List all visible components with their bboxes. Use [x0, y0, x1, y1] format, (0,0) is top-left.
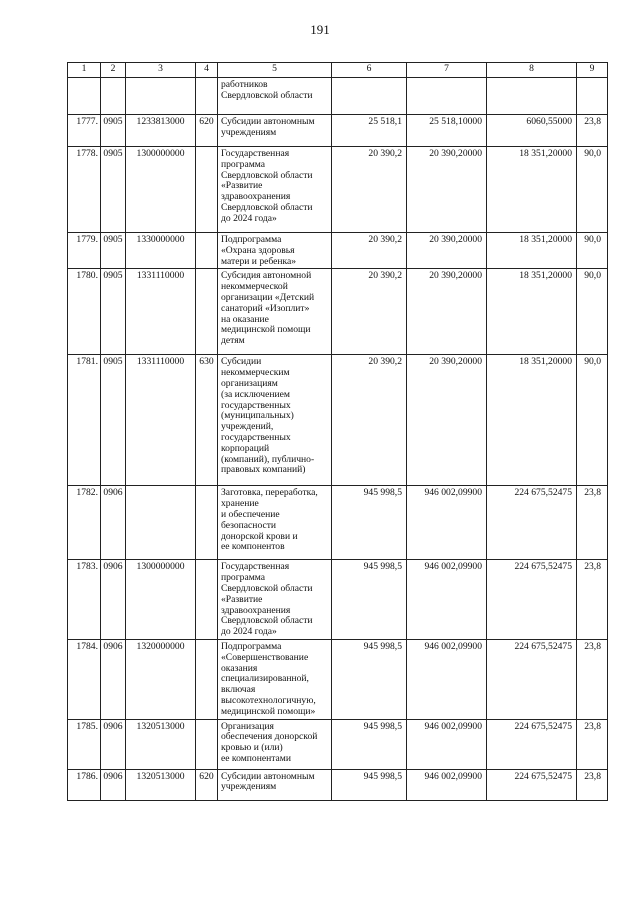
section-code: 0906 — [101, 486, 126, 560]
item-name: Субсидия автономной некоммерческой организации «Детский санаторий «Изоплит» на оказание медицинской помощи детям — [218, 269, 332, 355]
amount-col6 — [332, 78, 407, 115]
amount-col7: 946 002,09900 — [407, 639, 487, 719]
amount-col8: 224 675,52475 — [487, 560, 577, 640]
item-name: Субсидии некоммерческим организациям (за исключением государственных (муниципальных) учреждений, государственных корпораций (компаний), публично- правовых компаний) — [218, 355, 332, 486]
amount-col8: 224 675,52475 — [487, 769, 577, 800]
page-number: 191 — [310, 22, 330, 37]
expense-type-code — [196, 560, 218, 640]
row-number: 1786. — [68, 769, 101, 800]
amount-col7: 946 002,09900 — [407, 769, 487, 800]
section-code — [101, 78, 126, 115]
item-name: Организация обеспечения донорской кровью и (или) ее компонентами — [218, 719, 332, 769]
table-row — [68, 147, 608, 233]
target-article-code: 1331110000 — [126, 355, 196, 486]
section-code: 0905 — [101, 355, 126, 486]
column-header-5: 5 — [218, 63, 332, 78]
row-number: 1777. — [68, 115, 101, 147]
amount-col7: 20 390,20000 — [407, 355, 487, 486]
table-body — [68, 78, 608, 801]
table-row — [68, 769, 608, 800]
budget-table — [67, 62, 608, 801]
amount-col8: 18 351,20000 — [487, 233, 577, 269]
amount-col6: 945 998,5 — [332, 639, 407, 719]
item-name: Субсидии автономным учреждениям — [218, 769, 332, 800]
section-code: 0906 — [101, 719, 126, 769]
percent-col9: 90,0 — [577, 269, 608, 355]
amount-col7: 946 002,09900 — [407, 486, 487, 560]
table-row — [68, 560, 608, 640]
section-code: 0905 — [101, 269, 126, 355]
row-number: 1782. — [68, 486, 101, 560]
table-row — [68, 486, 608, 560]
expense-type-code — [196, 486, 218, 560]
row-number: 1783. — [68, 560, 101, 640]
amount-col7: 20 390,20000 — [407, 147, 487, 233]
amount-col8: 224 675,52475 — [487, 719, 577, 769]
amount-col6: 945 998,5 — [332, 486, 407, 560]
table-row — [68, 355, 608, 486]
amount-col6: 20 390,2 — [332, 269, 407, 355]
section-code: 0906 — [101, 769, 126, 800]
expense-type-code: 630 — [196, 355, 218, 486]
amount-col8: 224 675,52475 — [487, 486, 577, 560]
table-row — [68, 719, 608, 769]
amount-col8: 224 675,52475 — [487, 639, 577, 719]
row-number: 1778. — [68, 147, 101, 233]
column-header-2: 2 — [101, 63, 126, 78]
column-header-7: 7 — [407, 63, 487, 78]
section-code: 0906 — [101, 560, 126, 640]
section-code: 0905 — [101, 115, 126, 147]
amount-col7: 946 002,09900 — [407, 719, 487, 769]
percent-col9 — [577, 78, 608, 115]
item-name: Заготовка, переработка, хранение и обеспечение безопасности донорской крови и ее компонентов — [218, 486, 332, 560]
amount-col8 — [487, 78, 577, 115]
percent-col9: 90,0 — [577, 355, 608, 486]
expense-type-code — [196, 719, 218, 769]
expense-type-code — [196, 78, 218, 115]
expense-type-code: 620 — [196, 115, 218, 147]
table-row — [68, 115, 608, 147]
target-article-code — [126, 78, 196, 115]
table-row — [68, 269, 608, 355]
item-name: Подпрограмма «Совершенствование оказания специализированной, включая высокотехнологичную, медицинской помощи» — [218, 639, 332, 719]
amount-col6: 20 390,2 — [332, 355, 407, 486]
amount-col6: 20 390,2 — [332, 233, 407, 269]
amount-col7: 25 518,10000 — [407, 115, 487, 147]
target-article-code: 1233813000 — [126, 115, 196, 147]
item-name: Государственная программа Свердловской области «Развитие здравоохранения Свердловской области до 2024 года» — [218, 147, 332, 233]
expense-type-code — [196, 147, 218, 233]
item-name: Подпрограмма «Охрана здоровья матери и ребенка» — [218, 233, 332, 269]
table-row — [68, 233, 608, 269]
percent-col9: 23,8 — [577, 769, 608, 800]
percent-col9: 23,8 — [577, 560, 608, 640]
item-name: Субсидии автономным учреждениям — [218, 115, 332, 147]
header-row — [68, 63, 608, 78]
item-name: Государственная программа Свердловской области «Развитие здравоохранения Свердловской области до 2024 года» — [218, 560, 332, 640]
expense-type-code — [196, 639, 218, 719]
target-article-code: 1300000000 — [126, 147, 196, 233]
amount-col8: 18 351,20000 — [487, 355, 577, 486]
amount-col7: 20 390,20000 — [407, 269, 487, 355]
amount-col8: 18 351,20000 — [487, 147, 577, 233]
amount-col8: 6060,55000 — [487, 115, 577, 147]
amount-col7: 946 002,09900 — [407, 560, 487, 640]
amount-col6: 25 518,1 — [332, 115, 407, 147]
row-number — [68, 78, 101, 115]
table-row — [68, 78, 608, 115]
section-code: 0905 — [101, 233, 126, 269]
column-header-6: 6 — [332, 63, 407, 78]
amount-col6: 20 390,2 — [332, 147, 407, 233]
target-article-code: 1320513000 — [126, 769, 196, 800]
column-header-4: 4 — [196, 63, 218, 78]
item-name: работников Свердловской области — [218, 78, 332, 115]
amount-col8: 18 351,20000 — [487, 269, 577, 355]
target-article-code: 1320000000 — [126, 639, 196, 719]
table-row — [68, 639, 608, 719]
target-article-code — [126, 486, 196, 560]
target-article-code: 1331110000 — [126, 269, 196, 355]
expense-type-code — [196, 233, 218, 269]
section-code: 0905 — [101, 147, 126, 233]
target-article-code: 1330000000 — [126, 233, 196, 269]
expense-type-code — [196, 269, 218, 355]
column-header-9: 9 — [577, 63, 608, 78]
row-number: 1779. — [68, 233, 101, 269]
percent-col9: 23,8 — [577, 486, 608, 560]
row-number: 1781. — [68, 355, 101, 486]
amount-col6: 945 998,5 — [332, 719, 407, 769]
column-header-3: 3 — [126, 63, 196, 78]
percent-col9: 23,8 — [577, 115, 608, 147]
percent-col9: 90,0 — [577, 147, 608, 233]
amount-col7: 20 390,20000 — [407, 233, 487, 269]
target-article-code: 1300000000 — [126, 560, 196, 640]
percent-col9: 90,0 — [577, 233, 608, 269]
amount-col6: 945 998,5 — [332, 560, 407, 640]
column-header-1: 1 — [68, 63, 101, 78]
row-number: 1784. — [68, 639, 101, 719]
section-code: 0906 — [101, 639, 126, 719]
row-number: 1780. — [68, 269, 101, 355]
expense-type-code: 620 — [196, 769, 218, 800]
target-article-code: 1320513000 — [126, 719, 196, 769]
row-number: 1785. — [68, 719, 101, 769]
amount-col6: 945 998,5 — [332, 769, 407, 800]
percent-col9: 23,8 — [577, 639, 608, 719]
amount-col7 — [407, 78, 487, 115]
column-header-8: 8 — [487, 63, 577, 78]
table-header — [68, 63, 608, 78]
percent-col9: 23,8 — [577, 719, 608, 769]
